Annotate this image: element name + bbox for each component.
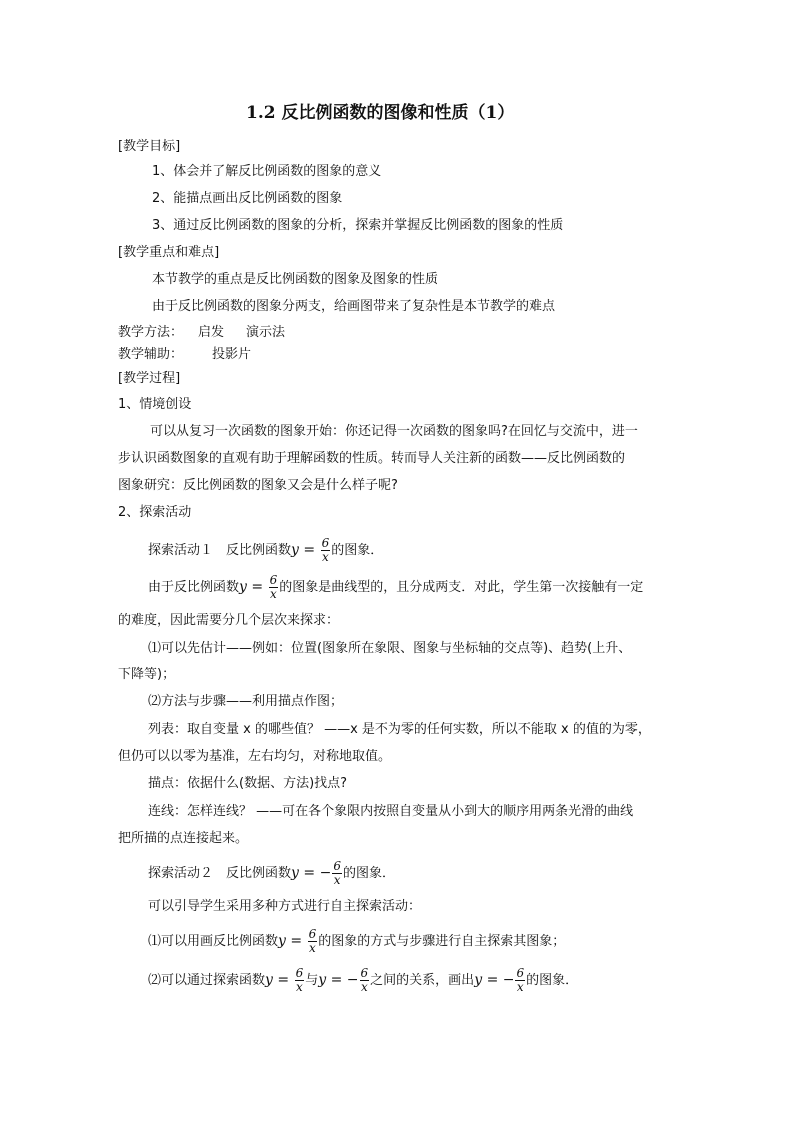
- activity1-title: 探索活动１ 反比例函数y = $\frac{6}{x}$ 的图象．: [148, 536, 384, 564]
- keypoint-line: 由于反比例函数的图象分两支，给画图带来了复杂性是本节教学的难点: [152, 299, 556, 314]
- goal-item: 1、体会并了解反比例函数的图象的意义: [152, 164, 382, 179]
- fraction: $\frac{6}{x}$: [333, 859, 341, 887]
- activity1-desc: 由于反比例函数y = $\frac{6}{x}$ 的图象是曲线型的，且分成两支．对此，学生第一次接触有一定: [148, 573, 644, 601]
- fraction: $\frac{6}{x}$: [269, 573, 278, 601]
- goal-item: 2、能描点画出反比例函数的图象: [152, 191, 343, 206]
- fraction: $\frac{6}{x}$: [308, 927, 317, 955]
- step-2: ⑵方法与步骤——利用描点作图；: [148, 694, 344, 709]
- step-1: ⑴可以先估计——例如：位置(图象所在象限、图象与坐标轴的交点等)、趋势(上升、: [148, 641, 632, 656]
- method-value-2: 演示法: [246, 325, 286, 340]
- fraction: $\frac{6}{x}$: [516, 966, 525, 994]
- section2-heading: 2、探索活动: [118, 505, 192, 520]
- way-2: ⑵可以通过探索函数y = $\frac{6}{x}$ 与y = − $\frac{6}{x}$ 之间的关系，画出y = − $\frac{6}{x}$ 的图象．: [148, 966, 579, 994]
- goal-item: 3、通过反比例函数的图象的分析，探索并掌握反比例函数的图象的性质: [152, 218, 564, 233]
- connect-text: 把所描的点连接起来。: [118, 831, 249, 846]
- keypoint-line: 本节教学的重点是反比例函数的图象及图象的性质: [152, 272, 439, 287]
- goals-heading: [教学目标]: [118, 139, 181, 154]
- activity2-title: 探索活动２ 反比例函数y = − $\frac{6}{x}$ 的图象．: [148, 859, 395, 887]
- way-1: ⑴可以用画反比例函数y = $\frac{6}{x}$ 的图象的方式与步骤进行自主探索其图象；: [148, 927, 566, 955]
- activity1-desc: 的难度，因此需要分几个层次来探求：: [118, 613, 340, 628]
- method-value-1: 启发: [198, 325, 225, 340]
- section1-text: 步认识函数图象的直观有助于理解函数的性质。转而导人关注新的函数——反比例函数的: [118, 451, 626, 466]
- fraction: $\frac{6}{x}$: [295, 966, 304, 994]
- list-text: 但仍可以以零为基准，左右均匀，对称地取值。: [118, 749, 392, 764]
- plot-text: 描点：依据什么(数据、方法)找点?: [148, 776, 348, 791]
- list-text: 列表：取自变量 x 的哪些值？ ——x 是不为零的任何实数，所以不能取 x 的值的为零，: [148, 722, 651, 737]
- aids-label: 教学辅助：: [118, 347, 184, 362]
- connect-text: 连线：怎样连线？ ——可在各个象限内按照自变量从小到大的顺序用两条光滑的曲线: [148, 804, 634, 819]
- activity2-intro: 可以引导学生采用多种方式进行自主探索活动：: [148, 899, 422, 914]
- aids-value: 投影片: [212, 347, 252, 362]
- fraction: $\frac{6}{x}$: [360, 966, 369, 994]
- step-1: 下降等)；: [118, 667, 176, 682]
- keypoints-heading: [教学重点和难点]: [118, 245, 220, 260]
- section1-text: 可以从复习一次函数的图象开始：你还记得一次函数的图象吗?在回忆与交流中，进一: [150, 424, 638, 439]
- process-heading: [教学过程]: [118, 371, 181, 386]
- section1-heading: 1、情境创设: [118, 397, 192, 412]
- page-title: 1.2 反比例函数的图像和性质（1）: [246, 103, 515, 123]
- fraction: $\frac{6}{x}$: [321, 536, 330, 564]
- section1-text: 图象研究：反比例函数的图象又会是什么样子呢?: [118, 478, 398, 493]
- method-label: 教学方法：: [118, 325, 184, 340]
